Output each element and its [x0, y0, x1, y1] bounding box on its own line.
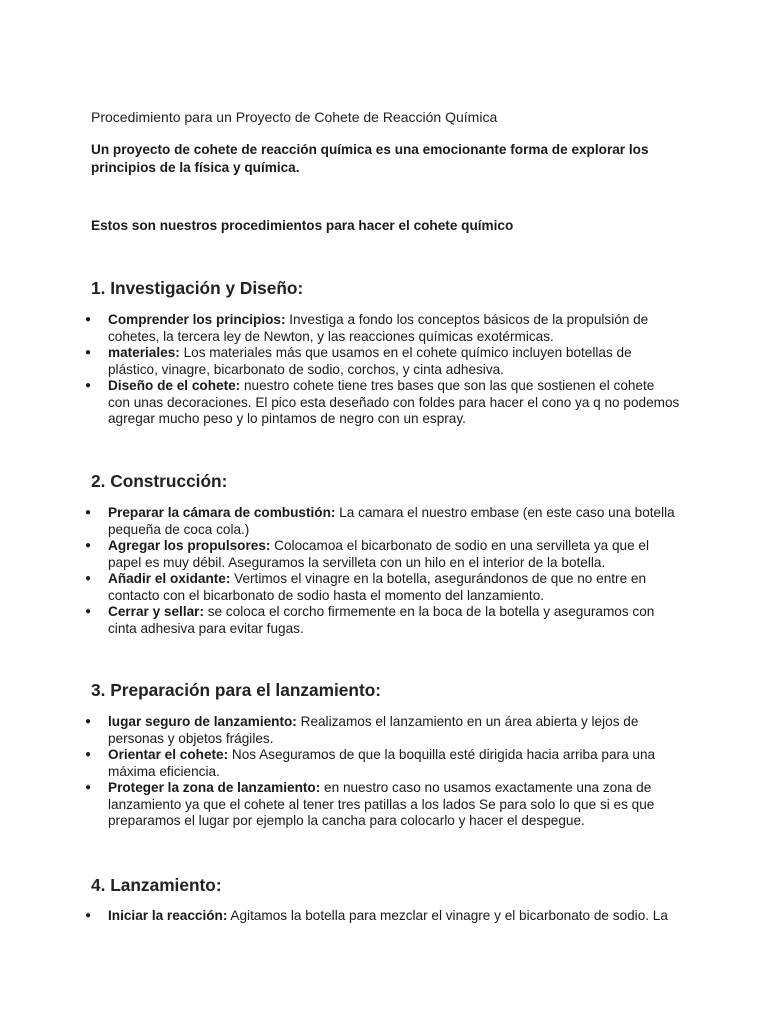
list-item	[0, 378, 768, 428]
bullet-icon: ●	[85, 314, 92, 325]
bullet-icon: ●	[85, 782, 92, 793]
list-item	[0, 747, 768, 780]
item-term: materiales:	[108, 345, 180, 360]
item-text: Los materiales más que usamos en el cohete químico incluyen botellas de plástico, vinagre, bicarbonato de sodio, corchos, y cinta adhesiva.	[108, 345, 632, 377]
item-term: Agregar los propulsores:	[108, 538, 271, 553]
section-heading-4: 4. Lanzamiento:	[91, 875, 222, 895]
item-text: nuestro cohete tiene tres bases que son las que sostienen el cohete con unas decoraciones. El pico esta deseñado con foldes para hacer el cono ya q no podemos agregar mucho peso y lo pintamos de negro con un espray.	[108, 378, 680, 426]
bullet-icon: ●	[85, 606, 92, 617]
bullet-icon: ●	[85, 347, 92, 358]
item-text: La camara el nuestro embase (en este caso una botella pequeña de coca cola.)	[108, 505, 675, 537]
bullet-icon: ●	[85, 749, 92, 760]
item-term: Comprender los principios:	[108, 312, 286, 327]
list-item	[0, 538, 768, 571]
section-list-3	[0, 714, 768, 830]
list-item	[0, 345, 768, 378]
list-item	[0, 505, 768, 538]
item-text: Vertimos el vinagre en la botella, asegurándonos de que no entre en contacto con el bicarbonato de sodio hasta el momento del lanzamiento.	[108, 571, 647, 603]
section-list-4	[0, 908, 768, 925]
item-term: Proteger la zona de lanzamiento:	[108, 780, 321, 795]
list-item	[0, 312, 768, 345]
item-text: Colocamoa el bicarbonato de sodio en una servilleta ya que el papel es muy débil. Aseguramos la servilleta con un hilo en el interior de la botella.	[108, 538, 650, 570]
item-term: Iniciar la reacción:	[108, 908, 228, 923]
section-heading-3: 3. Preparación para el lanzamiento:	[91, 680, 382, 700]
item-term: lugar seguro de lanzamiento:	[108, 714, 297, 729]
bullet-icon: ●	[85, 507, 92, 518]
section-list-2	[0, 505, 768, 637]
item-text: Investiga a fondo los conceptos básicos de la propulsión de cohetes, la tercera ley de Newton, y las reacciones químicas exotérmicas.	[108, 312, 649, 344]
bullet-icon: ●	[85, 910, 92, 921]
item-text: Agitamos la botella para mezclar el vinagre y el bicarbonato de sodio. La	[227, 908, 668, 923]
section-list-1	[0, 312, 768, 428]
list-item	[0, 604, 768, 637]
item-text: se coloca el corcho firmemente en la boca de la botella y aseguramos con cinta adhesiva para evitar fugas.	[108, 604, 655, 636]
item-term: Orientar el cohete:	[108, 747, 229, 762]
item-term: Añadir el oxidante:	[108, 571, 231, 586]
document-title: Procedimiento para un Proyecto de Cohete de Reacción Química	[91, 109, 498, 125]
item-term: Preparar la cámara de combustión:	[108, 505, 336, 520]
item-term: Diseño de el cohete:	[108, 378, 241, 393]
item-text: Nos Aseguramos de que la boquilla esté dirigida hacia arriba para una máxima eficiencia.	[108, 747, 656, 779]
bullet-icon: ●	[85, 380, 92, 391]
item-text: en nuestro caso no usamos exactamente una zona de lanzamiento ya que el cohete al tener tres patillas a los lados Se para solo lo que si es que preparamos el lugar por ejemplo la cancha para colocarlo y hacer el despegue.	[108, 780, 655, 828]
list-item	[0, 908, 768, 925]
intro-paragraph: Un proyecto de cohete de reacción química es una emocionante forma de explorar los principios de la física y química.	[91, 142, 649, 175]
bullet-icon: ●	[85, 573, 92, 584]
item-term: Cerrar y sellar:	[108, 604, 204, 619]
list-item	[0, 714, 768, 747]
lead-paragraph: Estos son nuestros procedimientos para hacer el cohete químico	[91, 218, 514, 233]
list-item	[0, 780, 768, 830]
bullet-icon: ●	[85, 540, 92, 551]
list-item	[0, 571, 768, 604]
section-heading-1: 1. Investigación y Diseño:	[91, 278, 304, 298]
section-heading-2: 2. Construcción:	[91, 471, 228, 491]
item-text: Realizamos el lanzamiento en un área abierta y lejos de personas y objetos frágiles.	[108, 714, 639, 746]
bullet-icon: ●	[85, 716, 92, 727]
